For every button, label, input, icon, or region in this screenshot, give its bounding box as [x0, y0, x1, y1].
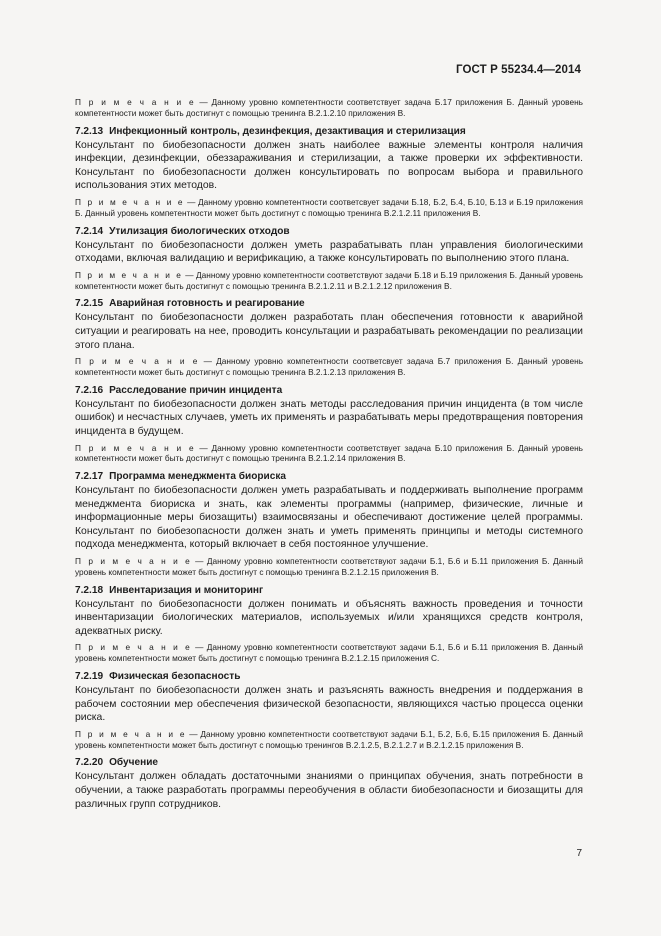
note [75, 556, 583, 578]
section [75, 297, 583, 377]
section-heading: Аварийная готовность и реагирование [109, 298, 305, 310]
note-text: — Данному уровню компетентности соответствуют задачи Б.1, Б.2, Б.6, Б.15 приложения Б. Данный уровень компетентности может быть достигнут с помощью тренингов В.2.1.2.5, В.2.1.2.7 и В.2.1.2.15 приложения В. [75, 728, 583, 750]
note [75, 197, 583, 219]
section-body: Консультант по биобезопасности должен уметь разрабатывать и поддерживать выполнение программ менеджмента биориска и знать, как элементы программы (например, физические, личные и информационные меры биозащиты) взаимосвязаны и обеспечивают достижение целей программы. Консультант по биобезопасности должен знать и уметь применять принципы и методы системного подхода менеджмента, который включает в себя постоянное улучшение. [75, 485, 583, 551]
note-label: П р и м е ч а н и е [75, 642, 192, 653]
note [75, 443, 583, 465]
section [75, 125, 583, 219]
section-number: 7.2.13 [75, 125, 104, 137]
document-header: ГОСТ Р 55234.4—2014 [456, 64, 581, 76]
section-title [75, 125, 583, 138]
section-title [75, 225, 583, 238]
section-title [75, 756, 583, 769]
section-number: 7.2.19 [75, 671, 104, 683]
page-number: 7 [576, 848, 582, 859]
section-title [75, 670, 583, 683]
note [75, 642, 583, 664]
note-label: П р и м е ч а н и е [75, 196, 185, 207]
note [75, 97, 583, 119]
section-body: Консультант должен обладать достаточными знаниями о принципах обучения, знать потребности в обучении, а также разработать программы переобучения в области биобезопасности и биозащиты для различных групп сотрудников. [75, 771, 583, 810]
note [75, 356, 583, 378]
note-text: — Данному уровню компетентности соответствуют задачи Б.1, Б.6 и Б.11 приложения Б. Данный уровень компетентности может быть достигнут с помощью тренинга В.2.1.2.15 приложения В. [75, 556, 584, 577]
note-text: — Данному уровню компетентности соответствует задача Б.10 приложения Б. Данный уровень компетентности может быть достигнут с помощью тренинга В.2.1.2.14 приложения В. [75, 442, 583, 464]
sections-container [75, 125, 583, 812]
note-label: П р и м е ч а н и е [75, 97, 196, 107]
section-heading: Инвентаризация и мониторинг [109, 584, 264, 596]
note-text: — Данному уровню компетентности соответсвует задачи Б.18, Б.2, Б.4, Б.10, Б.13 и Б.19 приложения Б. Данный уровень компетентности может быть достигнут с помощью тренинга В.2.1.2.11 приложения В. [75, 196, 583, 218]
section-title [75, 470, 583, 483]
section-title [75, 384, 583, 397]
note-text: — Данному уровню компетентности соответсвует задача Б.7 приложения Б. Данный уровень компетентности может быть достигнут с помощью тренинга В.2.1.2.13 приложения В. [75, 356, 584, 377]
section-number: 7.2.14 [75, 225, 104, 237]
section-title [75, 297, 583, 310]
note-label: П р и м е ч а н и е [75, 556, 192, 567]
section-heading: Расследование причин инцидента [109, 384, 283, 396]
section-heading: Инфекционный контроль, дезинфекция, дезактивация и стерилизация [109, 125, 466, 137]
section-number: 7.2.20 [75, 757, 104, 769]
section-body: Консультант по биобезопасности должен знать и разъяснять важность внедрения и поддержания в рабочем состоянии мер обеспечения физической безопасности, являющихся частью процесса оценки риска. [75, 685, 583, 724]
section [75, 225, 583, 292]
section [75, 756, 583, 811]
section-body: Консультант по биобезопасности должен разработать план обеспечения готовности к аварийной ситуации и реагировать на нее, проводить консультации и разрабатывать рекомендации по реализации этого плана. [75, 312, 583, 351]
section [75, 384, 583, 464]
section-heading: Утилизация биологических отходов [109, 225, 290, 237]
section-title [75, 584, 583, 597]
section-heading: Программа менеджмента биориска [109, 471, 287, 483]
section-number: 7.2.16 [75, 384, 104, 396]
section-body: Консультант по биобезопасности должен понимать и объяснять важность проведения и точности инвентаризации биологических материалов, используемых и/или хранящихся средств контроля, адекватных риску. [75, 598, 583, 637]
note-label: П р и м е ч а н и е [75, 442, 196, 453]
note-text: — Данному уровню компетентности соответствует задача Б.17 приложения Б. Данный уровень компетентности может быть достигнут с помощью тренинга В.2.1.2.10 приложения В. [75, 97, 583, 118]
page-content [75, 97, 583, 815]
section-heading: Обучение [109, 757, 159, 769]
section-number: 7.2.15 [75, 298, 104, 310]
note-label: П р и м е ч а н и е [75, 269, 183, 280]
section-number: 7.2.18 [75, 584, 104, 596]
section-body: Консультант по биобезопасности должен уметь разрабатывать план управления биологическими отходами, включая валидацию и верификацию, а также консультировать по выполнению этого плана. [75, 239, 583, 265]
note-text: — Данному уровню компетентности соответствуют задачи Б.18 и Б.19 приложения Б. Данный уровень компетентности может быть достигнут с помощью тренинга В.2.1.2.11 и В.2.1.2.12 приложения В. [75, 269, 584, 291]
section [75, 470, 583, 578]
note [75, 729, 583, 751]
section-body: Консультант по биобезопасности должен знать наиболее важные элементы контроля наличия инфекции, дезинфекции, обеззараживания и стерилизации, а также проверки их эффективности. Консультант по биобезопасности должен консультировать по вопросам выбора и правильного использования этих методов. [75, 139, 583, 192]
note-label: П р и м е ч а н и е [75, 356, 200, 367]
section-heading: Физическая безопасность [109, 671, 241, 683]
section [75, 584, 583, 664]
note-text: — Данному уровню компетентности соответствуют задачи Б.1, Б.6 и Б.11 приложения В. Данный уровень компетентности может быть достигнут с помощью тренинга В.2.1.2.15 приложения С. [75, 642, 583, 664]
section-body: Консультант по биобезопасности должен знать методы расследования причин инцидента (в том числе ошибок) и несчастных случаев, уметь их применять и разрабатывать меры предотвращения повторения инцидента в будущем. [75, 398, 583, 437]
section-number: 7.2.17 [75, 471, 104, 483]
section [75, 670, 583, 750]
note [75, 270, 583, 292]
note-label: П р и м е ч а н и е [75, 728, 187, 739]
